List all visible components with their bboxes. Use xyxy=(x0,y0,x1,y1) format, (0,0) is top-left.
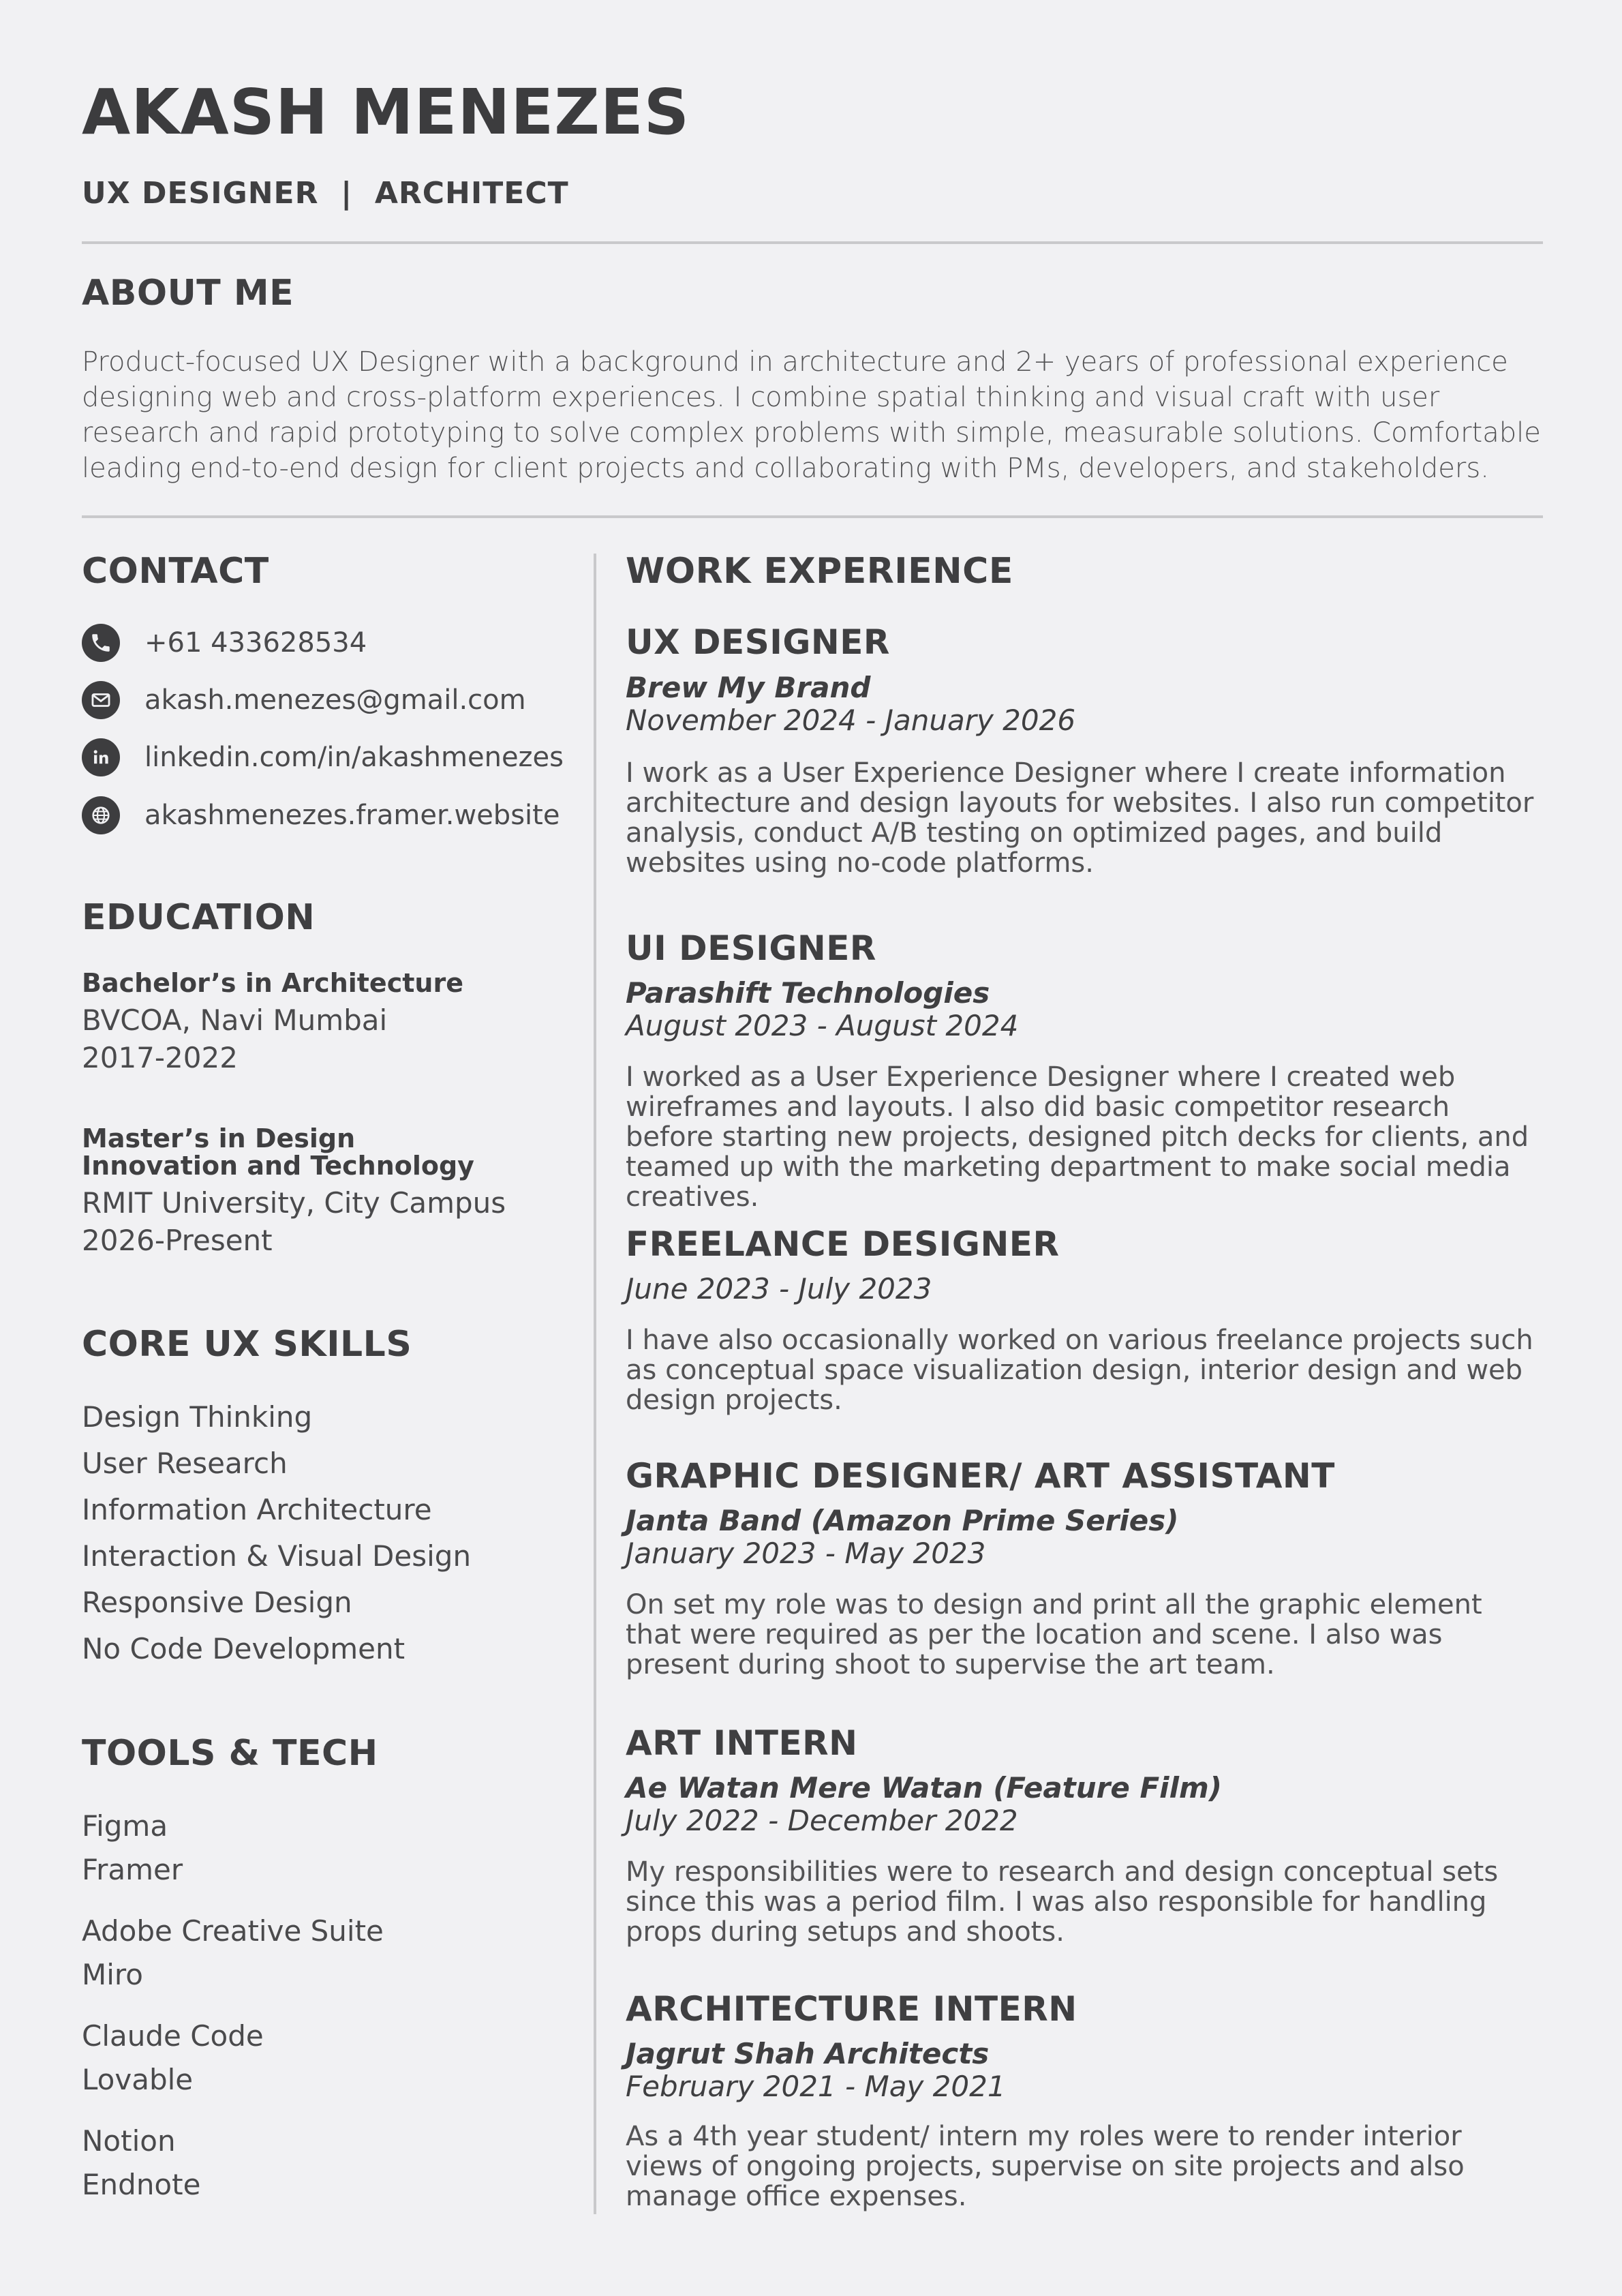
job-dates: July 2022 - December 2022 xyxy=(626,1804,1018,1837)
skill-item: No Code Development xyxy=(82,1632,406,1665)
tool-item: Lovable xyxy=(82,2063,194,2096)
tool-item: Miro xyxy=(82,1958,143,1991)
tools-heading: TOOLS & TECH xyxy=(82,1733,378,1774)
linkedin-link[interactable]: linkedin.com/in/akashmenezes xyxy=(144,742,564,773)
job-description: On set my role was to design and print all the graphic element that were required as per the location and scene. I also was present during shoot to supervise the art team. xyxy=(626,1589,1482,1680)
education-item xyxy=(82,1125,506,1257)
job-description: I work as a User Experience Designer where I create information architecture and design layouts for websites. I also run competitor analysis, conduct A/B testing on optimized pages, and build websites using no-code platforms. xyxy=(626,757,1534,879)
job-dates: November 2024 - January 2026 xyxy=(626,704,1076,737)
column-divider xyxy=(594,554,596,2214)
tool-item: Figma xyxy=(82,1809,168,1843)
linkedin-icon xyxy=(82,738,120,776)
education-item xyxy=(82,969,463,1074)
globe-icon xyxy=(82,796,120,834)
job-description: As a 4th year student/ intern my roles were to render interior views of ongoing projects, supervise on site projects and also manage office expenses. xyxy=(626,2121,1465,2212)
about-text: Product-focused UX Designer with a background in architecture and 2+ years of professional experience designing web and cross-platform experiences. I combine spatial thinking and visual craft with user research and rapid prototyping to solve complex problems with simple, measurable solutions. Comfortable leading end-to-end design for client projects and collaborating with PMs, developers, and stakeholders. xyxy=(82,346,1541,484)
tool-item: Claude Code xyxy=(82,2019,264,2053)
job-title: UX DESIGNER xyxy=(626,622,890,662)
resume-name: AKASH MENEZES xyxy=(82,76,690,149)
job-title: FREELANCE DESIGNER xyxy=(626,1224,1060,1264)
contact-website[interactable] xyxy=(82,795,560,836)
tool-item: Adobe Creative Suite xyxy=(82,1914,384,1948)
job-company: Jagrut Shah Architects xyxy=(626,2037,990,2070)
degree-title: Master’s in Design xyxy=(82,1123,356,1153)
job-company: Janta Band (Amazon Prime Series) xyxy=(626,1504,1179,1537)
mail-icon xyxy=(82,681,120,719)
contact-phone xyxy=(82,622,367,663)
skill-item: Interaction & Visual Design xyxy=(82,1539,472,1573)
tool-item: Endnote xyxy=(82,2168,201,2201)
job-dates: January 2023 - May 2023 xyxy=(626,1537,986,1570)
website-link[interactable]: akashmenezes.framer.website xyxy=(144,800,560,831)
education-heading: EDUCATION xyxy=(82,897,316,938)
school-name: BVCOA, Navi Mumbai xyxy=(82,1003,388,1037)
job-title: UI DESIGNER xyxy=(626,928,876,968)
school-name: RMIT University, City Campus xyxy=(82,1186,506,1220)
skill-item: User Research xyxy=(82,1447,288,1480)
job-title: ART INTERN xyxy=(626,1723,858,1763)
job-title: ARCHITECTURE INTERN xyxy=(626,1989,1077,2029)
job-company: Brew My Brand xyxy=(626,671,871,704)
contact-heading: CONTACT xyxy=(82,551,269,592)
contact-linkedin[interactable] xyxy=(82,737,564,778)
skill-item: Responsive Design xyxy=(82,1586,352,1619)
skills-list xyxy=(82,1400,471,1678)
skill-item: Design Thinking xyxy=(82,1400,313,1434)
education-years: 2026-Present xyxy=(82,1224,273,1257)
resume-subtitle: UX DESIGNER | ARCHITECT xyxy=(82,176,569,211)
job-dates: August 2023 - August 2024 xyxy=(626,1009,1019,1042)
about-heading: ABOUT ME xyxy=(82,273,294,314)
skill-item: Information Architecture xyxy=(82,1493,432,1526)
job-description: I have also occasionally worked on various freelance projects such as conceptual space visualization design, interior design and web design projects. xyxy=(626,1325,1533,1416)
job-dates: June 2023 - July 2023 xyxy=(626,1272,932,1305)
job-company: Ae Watan Mere Watan (Feature Film) xyxy=(626,1771,1222,1804)
tool-item: Notion xyxy=(82,2124,176,2158)
job-dates: February 2021 - May 2021 xyxy=(626,2070,1006,2103)
phone-text: +61 433628534 xyxy=(144,627,367,659)
job-company: Parashift Technologies xyxy=(626,976,990,1010)
contact-email[interactable] xyxy=(82,680,526,721)
tools-list xyxy=(82,1809,384,2211)
job-description: My responsibilities were to research and design conceptual sets since this was a period film. I was also responsible for handling props during setups and shoots. xyxy=(626,1856,1499,1948)
header-divider xyxy=(82,241,1543,244)
degree-title-line2: Innovation and Technology xyxy=(82,1151,474,1181)
job-title: GRAPHIC DESIGNER/ ART ASSISTANT xyxy=(626,1456,1335,1496)
tool-item: Framer xyxy=(82,1853,183,1886)
phone-icon xyxy=(82,624,120,662)
degree-title: Bachelor’s in Architecture xyxy=(82,968,463,998)
job-description: I worked as a User Experience Designer where I created web wireframes and layouts. I also did basic competitor research before starting new projects, designed pitch decks for clients, and teamed up with the marketing department to make social media creatives. xyxy=(626,1061,1529,1213)
about-divider xyxy=(82,515,1543,518)
skills-heading: CORE UX SKILLS xyxy=(82,1324,412,1365)
education-years: 2017-2022 xyxy=(82,1041,238,1074)
work-heading: WORK EXPERIENCE xyxy=(626,551,1013,592)
email-link[interactable]: akash.menezes@gmail.com xyxy=(144,684,526,716)
